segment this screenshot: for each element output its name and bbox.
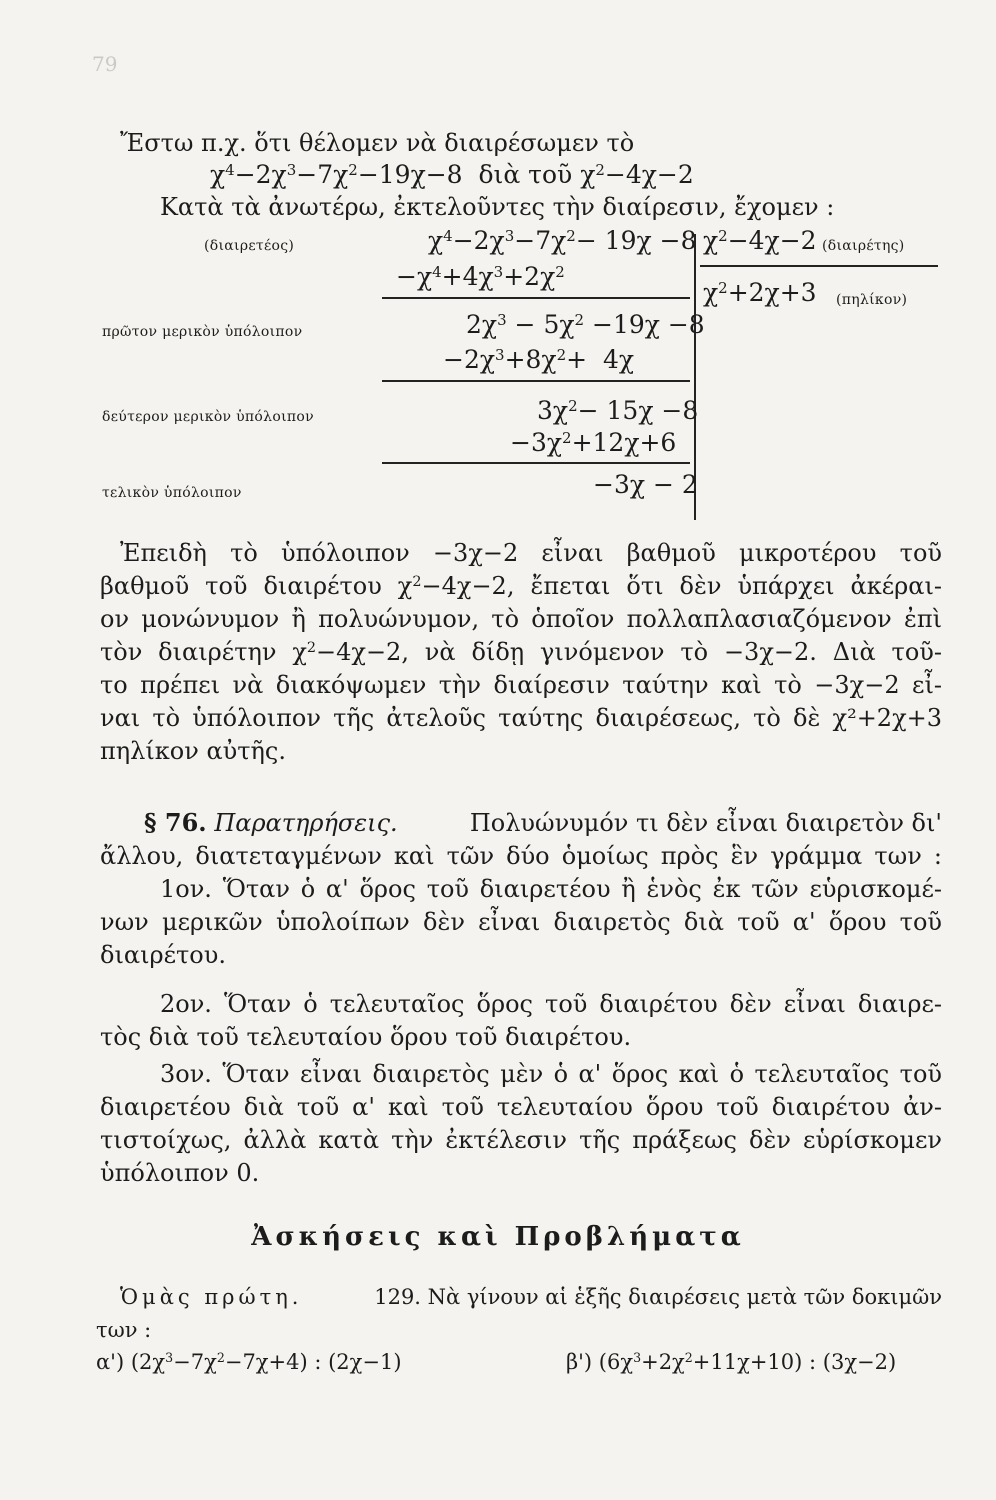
item-2-line-2: τὸς διὰ τοῦ τελευταίου ὅρου τοῦ διαιρέτου. bbox=[100, 1023, 632, 1051]
item-3-line-3: τιστοίχως, ἀλλὰ κατὰ τὴν ἐκτέλεσιν τῆς πράξεως δὲν εὑρίσκομεν bbox=[100, 1126, 942, 1154]
item-3-line-4: ὑπόλοιπον 0. bbox=[100, 1159, 260, 1187]
conclusion-line-5: το πρέπει νὰ διακόψωμεν τὴν διαίρεσιν ταύτην καὶ τὸ −3χ−2 εἶ- bbox=[100, 671, 942, 699]
intro-line-3: Κατὰ τὰ ἀνωτέρω, ἐκτελοῦντες τὴν διαίρεσιν, ἔχομεν : bbox=[160, 193, 835, 221]
page-number: 79 bbox=[92, 52, 118, 76]
subtract-line-3: $-3\chi^2+12\chi+6$ bbox=[510, 428, 677, 457]
dividend-label: (διαιρετέος) bbox=[204, 238, 295, 254]
item-3-line-1: 3ον. Ὅταν εἶναι διαιρετὸς μὲν ὁ α' ὅρος καὶ ὁ τελευταῖος τοῦ bbox=[160, 1060, 942, 1088]
conclusion-line-3: ον μονώνυμον ἢ πολυώνυμον, τὸ ὁποῖον πολλαπλασιαζόμενον ἐπὶ bbox=[100, 605, 942, 633]
exercise-line-1 bbox=[120, 1282, 942, 1312]
section-heading-line bbox=[144, 808, 942, 838]
final-remainder: −3χ − 2 bbox=[593, 470, 698, 499]
section-number: § 76. bbox=[144, 808, 207, 837]
exercise-b: β') $(6\chi^3+2\chi^2+11\chi+10)$ : (3χ−2) bbox=[566, 1350, 897, 1374]
divisor: $\chi^2-4\chi-2$ bbox=[703, 226, 817, 255]
rule-1 bbox=[382, 297, 690, 299]
conclusion-line-7: πηλίκον αὐτῆς. bbox=[100, 737, 286, 765]
group-label: Ὁμὰς πρώτη. bbox=[120, 1285, 303, 1309]
conclusion-line-2: βαθμοῦ τοῦ διαιρέτου $\chi^2-4\chi-2$, ἔπεται ὅτι δὲν ὑπάρχει ἀκέραι- bbox=[100, 572, 943, 600]
intro-expression: $\chi^4-2\chi^3-7\chi^2-19\chi-8$ διὰ τοῦ $\chi^2-4\chi-2$ bbox=[210, 160, 694, 189]
exercise-a: α') $(2\chi^3-7\chi^2-7\chi+4)$ : (2χ−1) bbox=[96, 1350, 402, 1374]
conclusion-line-4: τὸν διαιρέτην $\chi^2-4\chi-2$, νὰ δίδῃ γινόμενον τὸ −3χ−2. Διὰ τοῦ- bbox=[100, 638, 942, 666]
conclusion-line-6: ναι τὸ ὑπόλοιπον τῆς ἀτελοῦς ταύτης διαιρέσεως, τὸ δὲ χ²+2χ+3 bbox=[100, 704, 942, 732]
second-remainder-label: δεύτερον μερικὸν ὑπόλοιπον bbox=[102, 409, 314, 425]
second-remainder: $3\chi^2- 15\chi -8$ bbox=[537, 396, 699, 425]
intro-line-1: Ἔστω π.χ. ὅτι θέλομεν νὰ διαιρέσωμεν τὸ bbox=[120, 129, 635, 157]
item-1-line-1: 1ον. Ὅταν ὁ α' ὅρος τοῦ διαιρετέου ἢ ἑνὸς ἐκ τῶν εὑρισκομέ- bbox=[160, 875, 942, 903]
first-remainder: $2\chi^3 - 5\chi^2 -19\chi -8$ bbox=[466, 310, 705, 339]
dividend: $\chi^4-2\chi^3-7\chi^2- 19\chi -8$ bbox=[428, 226, 697, 255]
divisor-rule bbox=[700, 265, 938, 267]
rule-3 bbox=[382, 462, 690, 464]
quotient-label: (πηλίκον) bbox=[836, 292, 908, 308]
item-3-line-2: διαιρετέου διὰ τοῦ α' καὶ τοῦ τελευταίου ὅρου τοῦ διαιρέτου ἀν- bbox=[100, 1093, 942, 1121]
item-2-line-1: 2ον. Ὅταν ὁ τελευταῖος ὅρος τοῦ διαιρέτου δὲν εἶναι διαιρε- bbox=[160, 990, 942, 1018]
conclusion-line-1: Ἐπειδὴ τὸ ὑπόλοιπον −3χ−2 εἶναι βαθμοῦ μικροτέρου τοῦ bbox=[120, 539, 942, 567]
item-1-line-2: νων μερικῶν ὑπολοίπων δὲν εἶναι διαιρετὸς διὰ τοῦ α' ὅρου τοῦ bbox=[100, 908, 942, 936]
quotient: $\chi^2+2\chi+3$ bbox=[703, 278, 817, 307]
exercise-line-2: των : bbox=[96, 1318, 152, 1342]
first-remainder-label: πρῶτον μερικὸν ὑπόλοιπον bbox=[102, 324, 303, 340]
section-line-1-rest: Πολυώνυμόν τι δὲν εἶναι διαιρετὸν δι' bbox=[469, 809, 942, 837]
exercises-heading: Ἀσκήσεις καὶ Προβλήματα bbox=[251, 1222, 745, 1252]
rule-2 bbox=[382, 380, 690, 382]
subtract-line-2: $-2\chi^3+8\chi^2+ 4\chi$ bbox=[443, 345, 635, 374]
final-remainder-label: τελικὸν ὑπόλοιπον bbox=[102, 485, 242, 501]
exercise-line-1-rest: 129. Νὰ γίνουν αἱ ἑξῆς διαιρέσεις μετὰ τῶν δοκιμῶν bbox=[374, 1285, 942, 1309]
section-line-2: ἄλλου, διατεταγμένων καὶ τῶν δύο ὁμοίως πρὸς ἓν γράμμα των : bbox=[100, 842, 942, 870]
divisor-label: (διαιρέτης) bbox=[822, 238, 905, 254]
subtract-line-1: $-\chi^4+4\chi^3+2\chi^2$ bbox=[396, 262, 565, 291]
item-1-line-3: διαιρέτου. bbox=[100, 941, 226, 969]
exercise-a-label: α') bbox=[96, 1350, 125, 1374]
section-title: Παρατηρήσεις. bbox=[214, 809, 398, 837]
exercise-b-label: β') bbox=[566, 1350, 593, 1374]
